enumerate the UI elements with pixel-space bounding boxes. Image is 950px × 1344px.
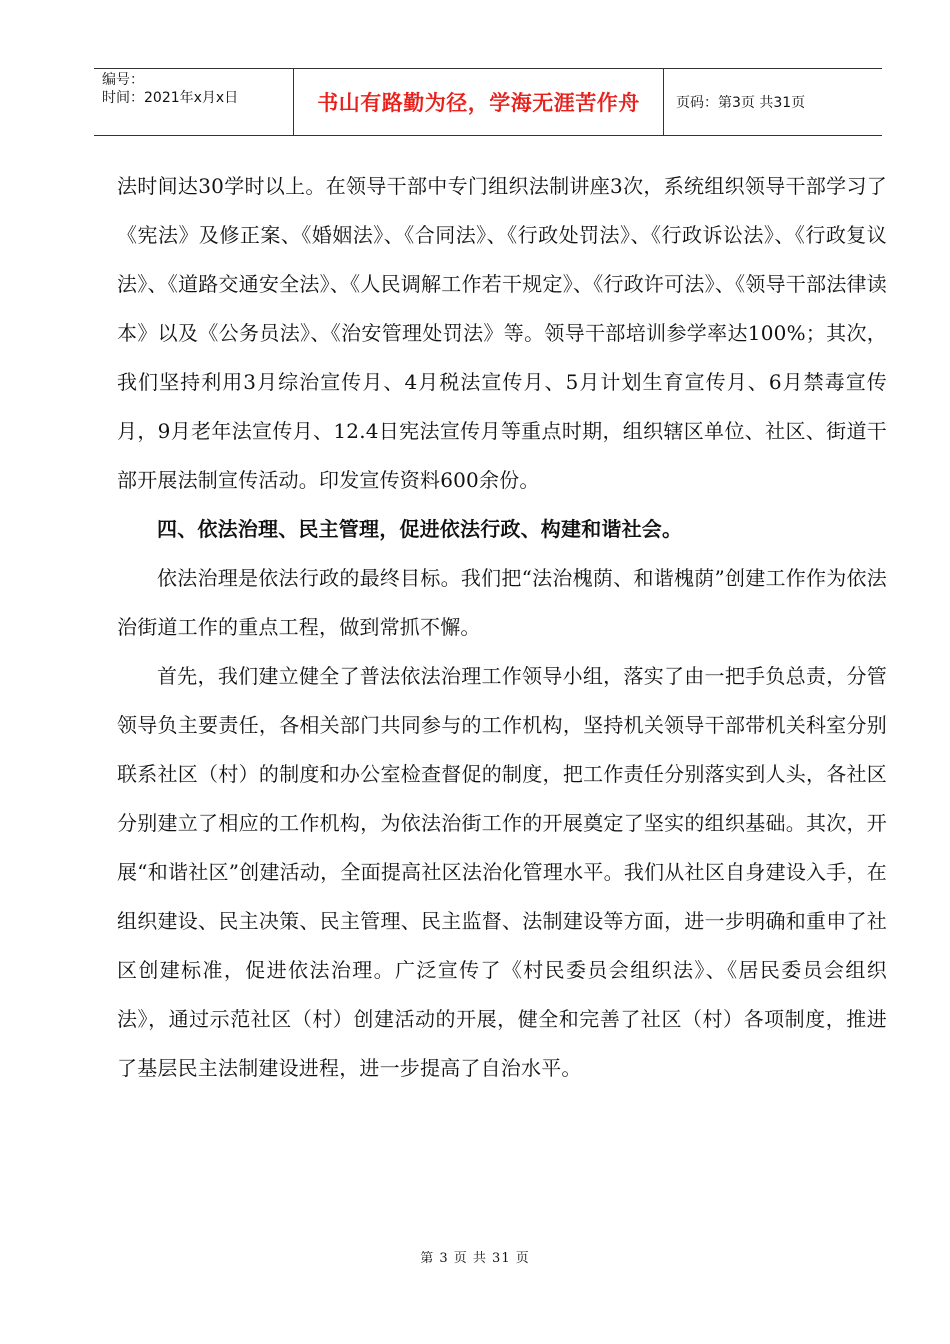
header-page-info: 页码：第3页 共31页 [676,95,806,111]
document-body [117,162,887,1093]
page-header [94,68,882,136]
paragraph-continued: 法时间达30学时以上。在领导干部中专门组织法制讲座3次，系统组织领导干部学习了《宪法》及修正案、《婚姻法》、《合同法》、《行政处罚法》、《行政诉讼法》、《行政复议法》、《道路交通安全法》、《人民调解工作若干规定》、《行政许可法》、《领导干部法律读本》以及《公务员法》、《治安管理处罚法》等。领导干部培训参学率达100%；其次，我们坚持利用3月综治宣传月、4月税法宣传月、5月计划生育宣传月、6月禁毒宣传月，9月老年法宣传月、12.4日宪法宣传月等重点时期，组织辖区单位、社区、街道干部开展法制宣传活动。印发宣传资料600余份。 [117,174,887,492]
page-footer: 第 3 页 共 31 页 [420,1251,530,1266]
header-motto: 书山有路勤为径，学海无涯苦作舟 [294,69,664,135]
header-meta [94,69,294,135]
paragraph: 首先，我们建立健全了普法依法治理工作领导小组，落实了由一把手负总责，分管领导负主要责任，各相关部门共同参与的工作机构，坚持机关领导干部带机关科室分别联系社区（村）的制度和办公室检查督促的制度，把工作责任分别落实到人头，各社区分别建立了相应的工作机构，为依法治街工作的开展奠定了坚实的组织基础。其次，开展“和谐社区”创建活动，全面提高社区法治化管理水平。我们从社区自身建设入手，在组织建设、民主决策、民主管理、民主监督、法制建设等方面，进一步明确和重申了社区创建标准，促进依法治理。广泛宣传了《村民委员会组织法》、《居民委员会组织法》，通过示范社区（村）创建活动的开展，健全和完善了社区（村）各项制度，推进了基层民主法制建设进程，进一步提高了自治水平。 [117,664,887,1080]
code-label: 编号： [102,72,144,88]
time-line: 时间：2021年x月x日 [102,90,239,106]
section-heading: 四、依法治理、民主管理，促进依法行政、构建和谐社会。 [157,517,683,541]
paragraph: 依法治理是依法行政的最终目标。我们把“法治槐荫、和谐槐荫”创建工作作为依法治街道工作的重点工程，做到常抓不懈。 [117,566,887,639]
